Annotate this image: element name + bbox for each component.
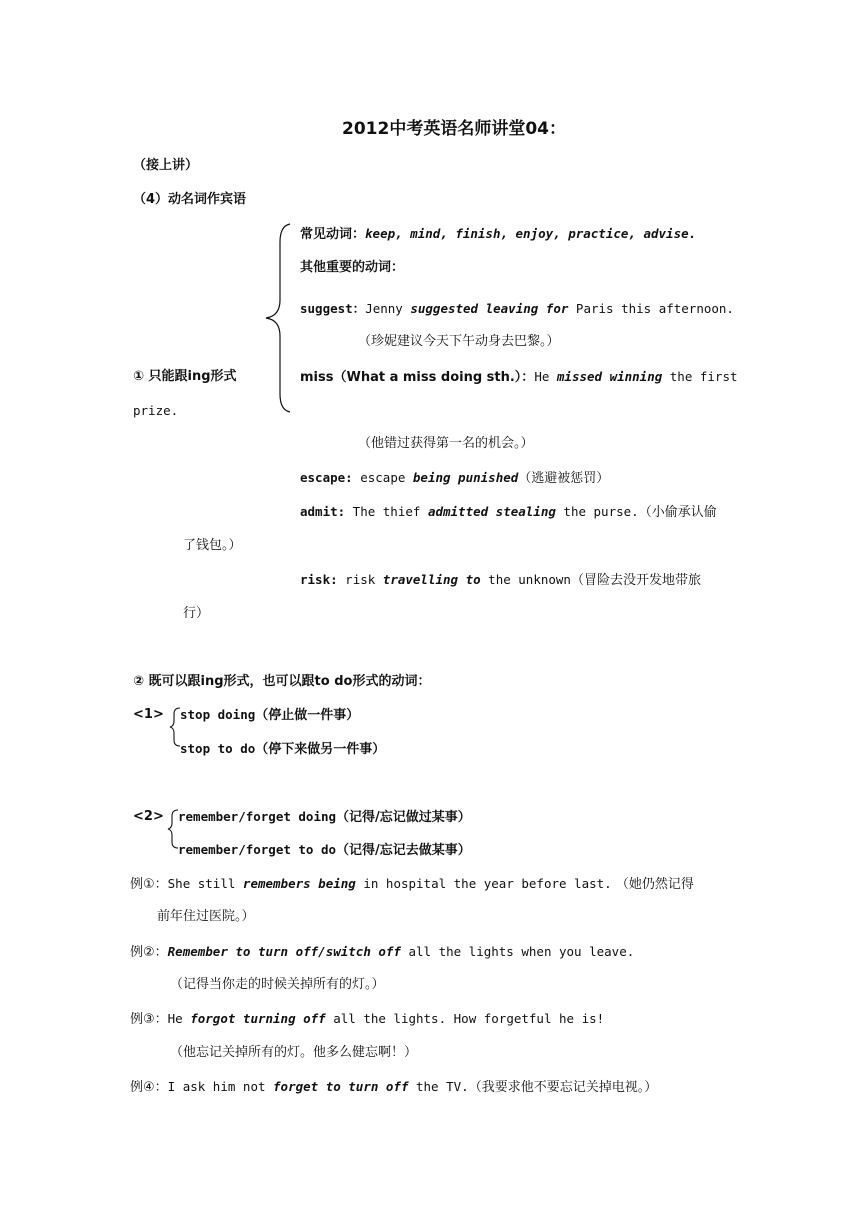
curly-brace [262,222,292,412]
remember-doing-translation: （记得/忘记做过某事） [336,810,471,825]
example-3 [130,1010,604,1029]
admit-text: The thief [345,504,428,519]
escape-line [300,469,609,488]
example-label: 例④： [130,1080,168,1095]
example-label: 例③： [130,1012,168,1027]
miss-emphasis: missed winning [556,369,663,384]
miss-translation: （他错过获得第一名的机会。） [358,436,534,451]
suggest-text: Jenny [365,301,411,316]
suggest-emphasis: suggested leaving for [410,301,569,316]
example-text: She still [167,876,243,891]
example-emphasis: remembers being [242,876,356,891]
risk-wrap: 行） [183,606,210,621]
verb-admit: admit: [300,504,346,519]
risk-emphasis: travelling to [382,572,481,587]
miss-text-end: the first [662,369,738,384]
example-2-translation: （记得当你走的时候关掉所有的灯。） [170,977,385,992]
admit-translation: （小偷承认偷 [638,505,717,520]
miss-text: He [534,369,557,384]
example-1-translation: 前年住过医院。） [157,909,255,924]
example-text-end: all the lights. How forgetful he is! [325,1011,605,1026]
stop-doing-translation: （停止做一件事） [255,708,360,723]
example-2 [130,943,634,962]
example-1 [130,875,694,894]
stop-to-do-translation: （停下来做另一件事） [255,742,386,757]
example-translation-start: （她仍然记得 [611,877,694,892]
example-3-translation: （他忘记关掉所有的灯。他多么健忘啊！） [170,1045,418,1060]
group2-label: <2> [133,809,164,824]
example-emphasis: forgot turning off [190,1011,326,1026]
example-text: He [167,1011,191,1026]
intro-note: （接上讲） [133,158,199,173]
example-text-end: the TV. [408,1079,469,1094]
section-heading: （4）动名词作宾语 [133,192,247,207]
example-emphasis: Remember to turn off/switch off [167,944,401,959]
risk-line [300,571,701,590]
suggest-translation: （珍妮建议今天下午动身去巴黎。） [358,334,560,349]
page-title: 2012中考英语名师讲堂04： [342,119,566,139]
suggest-line [300,300,734,319]
admit-wrap: 了钱包。） [183,538,242,553]
other-verbs-heading: 其他重要的动词： [300,260,405,275]
remember-doing-line [178,808,471,827]
admit-line [300,503,717,522]
common-verbs-prefix: 常见动词： [300,227,366,242]
stop-doing-line [180,706,359,725]
remember-doing: remember/forget doing [178,809,337,824]
verb-miss: miss（What a miss doing sth.）： [300,370,535,385]
risk-text: risk [337,572,383,587]
admit-emphasis: admitted stealing [427,504,556,519]
risk-text-end: the unknown [480,572,571,587]
common-verbs-line [300,225,696,244]
suggest-text-end: Paris this afternoon. [568,301,734,316]
miss-line [300,368,738,387]
verb-escape: escape: [300,470,353,485]
example-text: I ask him not [167,1079,274,1094]
example-4 [130,1078,657,1097]
verb-suggest: suggest： [300,301,366,316]
escape-text: escape [352,470,413,485]
example-label: 例①： [130,877,168,892]
example-text-end: all the lights when you leave. [400,944,635,959]
escape-translation: （逃避被惩罚） [518,471,610,486]
example-translation: （我要求他不要忘记关掉电视。） [468,1080,658,1095]
remember-to-do-translation: （记得/忘记去做某事） [336,843,471,858]
common-verbs: keep, mind, finish, enjoy, practice, advise. [365,226,697,241]
example-label: 例②： [130,945,168,960]
remember-to-do-line [178,841,471,860]
admit-text-end: the purse. [555,504,639,519]
escape-emphasis: being punished [412,470,519,485]
stop-to-do: stop to do [180,741,256,756]
stop-doing: stop doing [180,707,256,722]
part1-label: ① 只能跟ing形式 [133,369,237,384]
verb-risk: risk: [300,572,338,587]
part2-heading: ② 既可以跟ing形式，也可以跟to do形式的动词： [133,674,431,689]
example-emphasis: forget to turn off [273,1079,409,1094]
remember-to-do: remember/forget to do [178,842,337,857]
miss-wrap: prize. [133,403,179,418]
stop-to-do-line [180,740,385,759]
risk-translation: （冒险去没开发地带旅 [570,573,701,588]
group1-label: <1> [133,707,164,722]
example-text-end: in hospital the year before last. [355,876,612,891]
